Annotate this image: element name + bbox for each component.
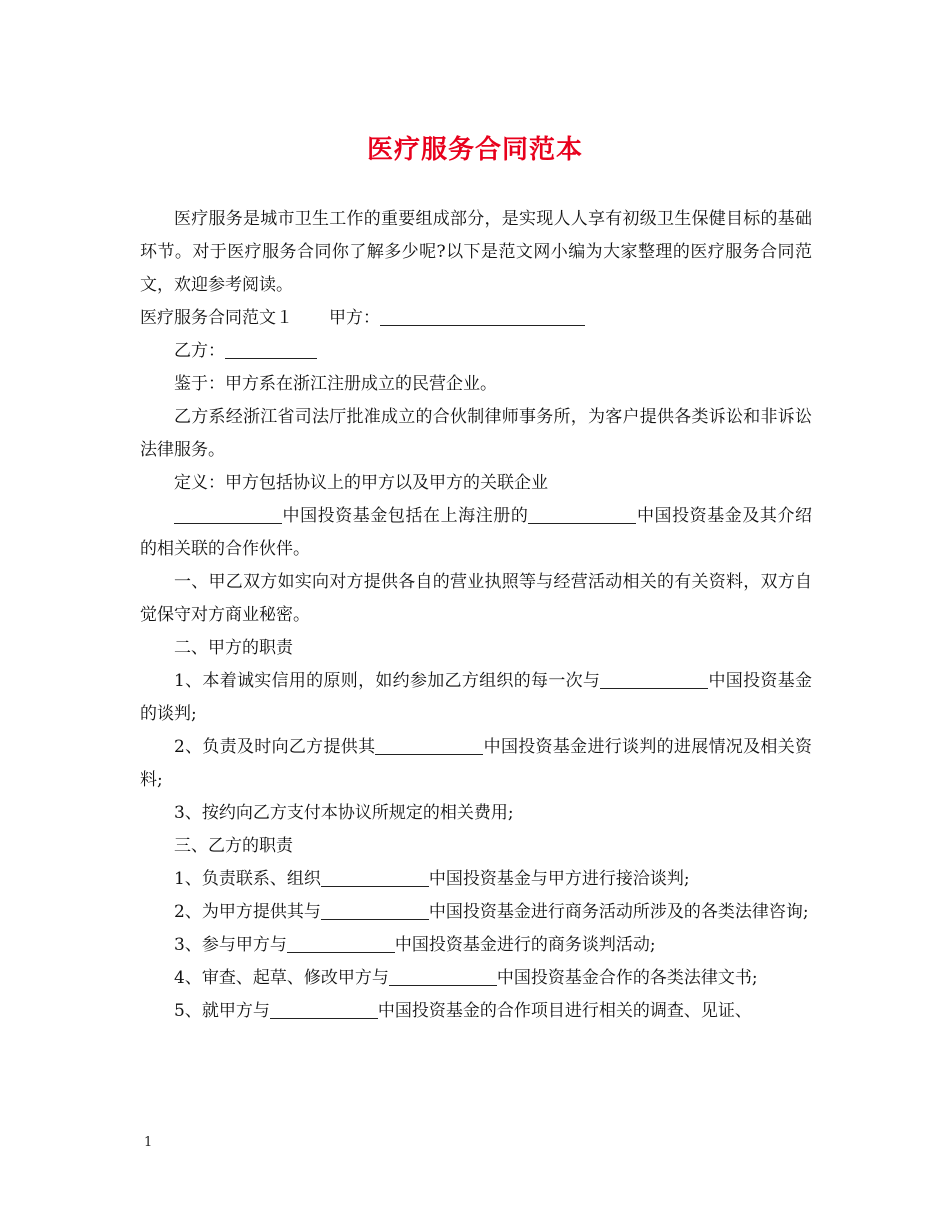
- party-b-duty-2: [140, 896, 812, 929]
- definition-text-2: 中国投资基金及其介绍的相关联的合作伙伴。: [140, 506, 813, 559]
- party-b-line: [140, 335, 812, 368]
- duty-text: 1、负责联系、组织: [174, 869, 321, 889]
- fund-blank: [321, 901, 429, 920]
- document-body: [140, 203, 812, 1028]
- fund-blank: [528, 505, 636, 524]
- page-number: 1: [144, 1135, 153, 1150]
- duty-text: 中国投资基金与甲方进行接洽谈判;: [428, 869, 690, 889]
- party-b-description: 乙方系经浙江省司法厅批准成立的合伙制律师事务所，为客户提供各类诉讼和非诉讼法律服务。: [140, 407, 812, 460]
- party-b-duty-1: [140, 863, 812, 896]
- duty-text: 中国投资基金进行的商务谈判活动;: [394, 935, 656, 955]
- whereas-paragraph: 鉴于：甲方系在浙江注册成立的民营企业。: [174, 374, 497, 394]
- document-title: 医疗服务合同范本: [366, 135, 583, 165]
- duty-text: 中国投资基金的谈判;: [140, 671, 812, 724]
- fund-blank: [321, 868, 429, 887]
- definition-paragraph: 定义：甲方包括协议上的甲方以及甲方的关联企业: [174, 473, 548, 493]
- duty-text: 2、为甲方提供其与: [174, 902, 321, 922]
- duty-text: 中国投资基金的合作项目进行相关的调查、见证、: [377, 1001, 752, 1021]
- party-b-duty-5: [140, 995, 812, 1028]
- duty-text: 中国投资基金进行谈判的进展情况及相关资料;: [140, 737, 812, 790]
- fund-blank: [389, 967, 497, 986]
- clause-1-paragraph: 一、甲乙双方如实向对方提供各自的营业执照等与经营活动相关的有关资料，双方自觉保守对方商业秘密。: [140, 572, 812, 625]
- party-b-duty-4: [140, 962, 812, 995]
- party-a-blank: [380, 307, 585, 326]
- fund-blank: [174, 505, 282, 524]
- party-a-duty-2: [140, 731, 812, 797]
- party-a-label: 甲方：: [329, 308, 380, 328]
- duty-text: 4、审查、起草、修改甲方与: [174, 968, 389, 988]
- party-b-label: 乙方：: [174, 341, 225, 361]
- duty-text: 中国投资基金合作的各类法律文书;: [496, 968, 758, 988]
- definition-text-1: 中国投资基金包括在上海注册的: [282, 506, 529, 526]
- fund-blank: [600, 670, 708, 689]
- clause-2-heading: 二、甲方的职责: [174, 638, 293, 658]
- sample-heading-line: [140, 302, 812, 335]
- fund-blank: [270, 1000, 378, 1019]
- duty-text: 2、负责及时向乙方提供其: [174, 737, 376, 757]
- party-b-duty-3: [140, 929, 812, 962]
- party-b-blank: [225, 340, 317, 359]
- duty-text: 5、就甲方与: [174, 1001, 270, 1021]
- definition-continuation: [140, 500, 812, 566]
- party-a-duty-1: [140, 665, 812, 731]
- fund-blank: [375, 736, 483, 755]
- fund-blank: [287, 934, 395, 953]
- sample-heading: 医疗服务合同范文１: [140, 308, 293, 328]
- clause-3-heading: 三、乙方的职责: [174, 836, 293, 856]
- intro-paragraph: 医疗服务是城市卫生工作的重要组成部分，是实现人人享有初级卫生保健目标的基础环节。对于医疗服务合同你了解多少呢?以下是范文网小编为大家整理的医疗服务合同范文，欢迎参考阅读。: [140, 209, 812, 295]
- duty-text: 1、本着诚实信用的原则，如约参加乙方组织的每一次与: [174, 671, 601, 691]
- duty-text: 中国投资基金进行商务活动所涉及的各类法律咨询;: [428, 902, 809, 922]
- party-a-duty-3: 3、按约向乙方支付本协议所规定的相关费用;: [174, 803, 514, 823]
- duty-text: 3、参与甲方与: [174, 935, 287, 955]
